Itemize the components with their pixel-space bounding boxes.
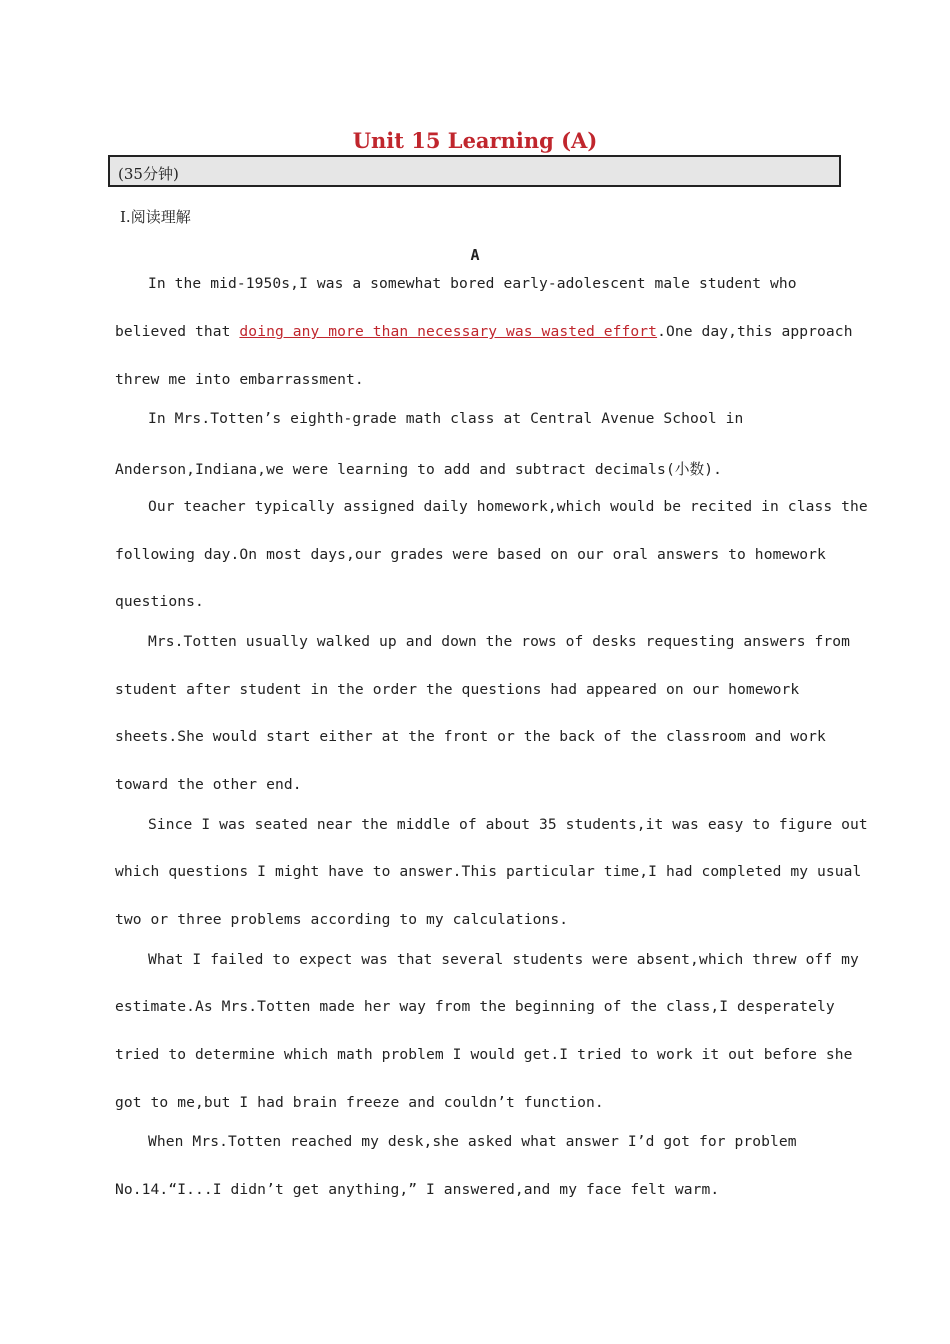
text-segment: believed that [115, 323, 240, 340]
text-line: got to me,but I had brain freeze and couldn’t function. [115, 1094, 604, 1111]
document-title: Unit 15 Learning (A) [352, 128, 598, 153]
text-line: questions. [115, 593, 204, 610]
text-line: Since I was seated near the middle of about 35 students,it was easy to figure out [148, 816, 868, 833]
text-line: student after student in the order the questions had appeared on our homework [115, 681, 800, 698]
time-box [108, 155, 841, 187]
text-line: Our teacher typically assigned daily homework,which would be recited in class the [148, 498, 868, 515]
time-note: (35分钟) [118, 165, 179, 183]
text-line: In the mid-1950s,I was a somewhat bored early-adolescent male student who [148, 275, 797, 292]
text-line-highlighted [115, 323, 853, 340]
text-line: Mrs.Totten usually walked up and down the rows of desks requesting answers from [148, 633, 851, 650]
text-line: two or three problems according to my calculations. [115, 911, 569, 928]
text-line: When Mrs.Totten reached my desk,she asked what answer I’d got for problem [148, 1133, 797, 1150]
text-line: In Mrs.Totten’s eighth-grade math class at Central Avenue School in [148, 410, 744, 427]
text-line: No.14.“I...I didn’t get anything,” I answered,and my face felt warm. [115, 1181, 720, 1198]
text-line: sheets.She would start either at the front or the back of the classroom and work [115, 728, 826, 745]
text-line: toward the other end. [115, 776, 302, 793]
section-heading: Ⅰ.阅读理解 [120, 208, 191, 226]
passage-label: A [470, 246, 480, 264]
text-line: estimate.As Mrs.Totten made her way from the beginning of the class,I desperately [115, 998, 835, 1015]
text-line: following day.On most days,our grades were based on our oral answers to homework [115, 546, 826, 563]
text-segment: .One day,this approach [657, 323, 853, 340]
text-line: threw me into embarrassment. [115, 371, 364, 388]
text-line: tried to determine which math problem I would get.I tried to work it out before she [115, 1046, 853, 1063]
text-line: Anderson,Indiana,we were learning to add and subtract decimals(小数). [115, 461, 722, 478]
text-line: What I failed to expect was that several students were absent,which threw off my [148, 951, 859, 968]
highlighted-phrase: doing any more than necessary was wasted effort [239, 323, 658, 340]
text-line: which questions I might have to answer.This particular time,I had completed my usual [115, 863, 862, 880]
